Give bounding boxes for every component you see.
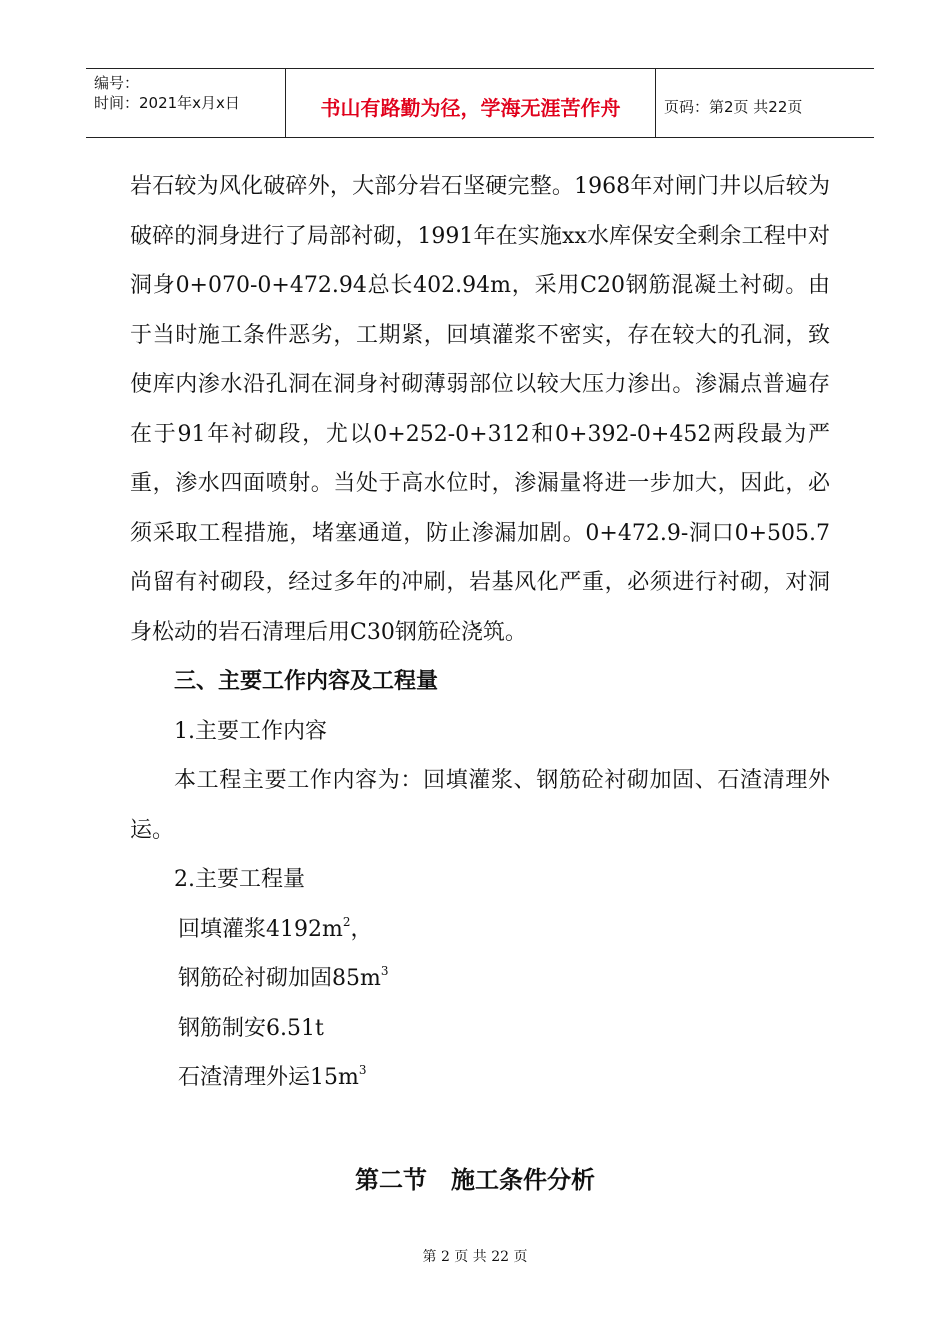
body-paragraph-2: 本工程主要工作内容为：回填灌浆、钢筋砼衬砌加固、石渣清理外运。 xyxy=(130,768,830,843)
document-number-label: 编号： xyxy=(94,74,140,92)
document-body xyxy=(130,162,830,1103)
header-motto: 书山有路勤为径，学海无涯苦作舟 xyxy=(286,69,656,137)
quantity-grouting: 回填灌浆$4192m^2$， xyxy=(178,914,373,942)
header-meta xyxy=(86,69,286,137)
header-page-label: 页码：第2页 共22页 xyxy=(664,97,803,116)
document-time-label: 时间：2021年x月x日 xyxy=(94,94,240,112)
subheading-quantities: 2.主要工程量 xyxy=(174,867,305,892)
page-header xyxy=(86,68,874,138)
quantity-rebar: 钢筋制安6.51t xyxy=(178,1015,324,1041)
body-paragraph-1: 岩石较为风化破碎外，大部分岩石坚硬完整。1968年对闸门井以后较为破碎的洞身进行了局部衬砌，1991年在实施xx水库保安全剩余工程中对洞身0+070-0+472.94总长402.94m，采用C20钢筋混凝土衬砌。由于当时施工条件恶劣，工期紧，回填灌浆不密实，存在较大的孔洞，致使库内渗水沿孔洞在洞身衬砌薄弱部位以较大压力渗出。渗漏点普遍存在于91年衬砌段，尤以0+252-0+312和0+392-0+452两段最为严重，渗水四面喷射。当处于高水位时，渗漏量将进一步加大，因此，必须采取工程措施，堵塞通道，防止渗漏加剧。0+472.9-洞口0+505.7尚留有衬砌段，经过多年的冲刷，岩基风化严重，必须进行衬砌，对洞身松动的岩石清理后用C30钢筋砼浇筑。 xyxy=(130,174,830,645)
quantity-ballast: 石渣清理外运$15m^3$ xyxy=(178,1063,367,1090)
page-footer: 第 2 页 共 22 页 xyxy=(422,1249,528,1265)
subheading-work-content: 1.主要工作内容 xyxy=(174,718,327,744)
quantity-lining: 钢筋砼衬砌加固$85m^3$ xyxy=(178,964,389,991)
section-title: 第二节 施工条件分析 xyxy=(355,1166,595,1194)
section-heading-3: 三、主要工作内容及工程量 xyxy=(174,669,439,694)
